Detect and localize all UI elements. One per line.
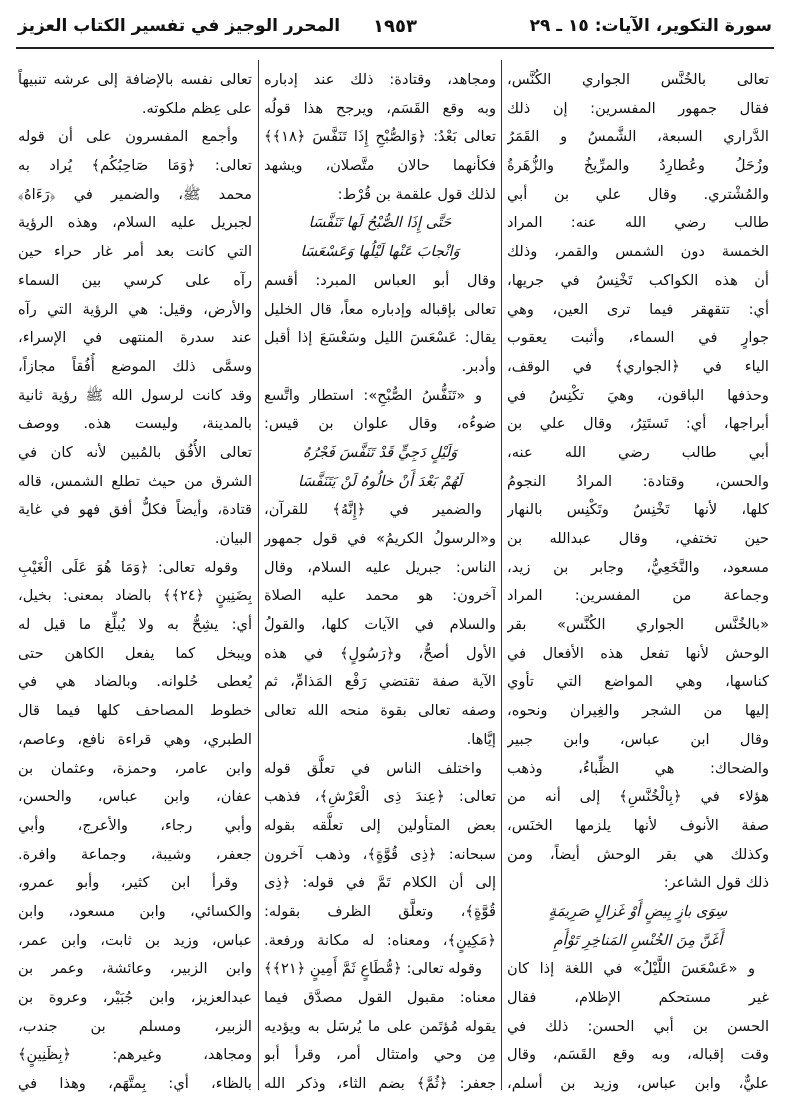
text-line: الحسن بن أبي الحسن: ذلك في	[507, 1017, 769, 1035]
book-title: المحرر الوجيز في تفسير الكتاب العزيز	[18, 16, 341, 36]
verse-line: لَهُمْ بَعْدَ أَنْ خالُوهُ لَنْ يَتَنَفَّسَا	[298, 472, 462, 490]
text-line: والحسن، وقتادة: المرادُ النجومُ	[507, 472, 769, 490]
text-line: خطوط المصاحف كلها فيما قال	[18, 702, 252, 720]
header-rule	[16, 47, 774, 49]
text-line: محمد ﷺ، والضمير في ﴿رَءَاهُ﴾	[18, 185, 252, 203]
text-line: معناه: مقبول القول مصدَّق فيما	[264, 989, 496, 1006]
text-line: صفة الأنوف لأنها يلزمها الخنَس،	[507, 816, 769, 834]
text-line: والضمير في ﴿إِنَّهُ﴾ للقرآن،	[264, 501, 482, 519]
text-line: إيَّاها.	[466, 730, 496, 748]
text-line: لذلك قول علقمة بن قُرْط:	[337, 185, 496, 203]
text-line: قتادة، وأيضاً فكلُّ أفق فهو في غاية	[18, 501, 252, 519]
text-column-left	[18, 66, 252, 1099]
text-line: الزبير، ومسلم بن جندب،	[18, 1017, 252, 1035]
text-line: «بالخُنَّس الجواري الكُنَّس» بقر	[507, 616, 769, 634]
text-line: وأدبر.	[461, 357, 496, 375]
text-line: وأجمع المفسرون على أن قوله	[18, 128, 238, 146]
text-line: وقال أبو العباس المبرد: أقسم	[264, 271, 496, 289]
text-line: إليها من الشجر والغِيران ونحوه،	[507, 702, 769, 720]
text-line: الياء في ﴿الجواري﴾ في الوقف،	[507, 357, 769, 375]
text-line: على عِظم ملكوته.	[141, 99, 252, 117]
text-line: ذلك قول الشاعر:	[663, 874, 769, 892]
text-line: و «تَنَفُّسُ الصُّبْحِ»: استطار واتَّسع	[264, 386, 482, 404]
text-line: وابن الزبير، وعائشة، وعمر بن	[18, 960, 252, 978]
text-line: تعالى بإقباله وإدباره معاً، قال الخليل	[264, 300, 496, 318]
text-line: جوارٍ في السماء، وأثبت يعقوب	[507, 329, 769, 347]
text-line: يقوله مُؤتَمن على ما يُرسَل به ويؤديه	[264, 1017, 496, 1035]
text-line: فكأنهما حالان متَّصلان، ويشهد	[264, 157, 496, 175]
text-line: عفان، وابن عباس، والحسن،	[18, 788, 252, 806]
text-line: إلى أن الكلام تَمَّ في قوله: ﴿ذِى	[264, 874, 496, 892]
column-divider	[258, 60, 259, 1090]
text-line: وقرأ ابن كثير، وأبو عمرو،	[18, 874, 238, 892]
text-line: سبحانه: ﴿ذِى قُوَّةٍ﴾، وذهب آخرون	[264, 845, 496, 863]
text-line: تعالى الأُفُق بالمُبين لأنه كان في	[18, 443, 252, 461]
text-line: يقال: عَسْعَسَ الليل وسَعْسَعَ إذا أقبل	[264, 329, 496, 347]
text-line: أي: تتقهقر فيما ترى العين، وهي	[507, 300, 769, 318]
text-line: أن هذه الكواكب تَخْنِسُ في جريها،	[507, 271, 769, 289]
text-line: وبه وقع القَسَم، ويرجح هذا قولُه	[264, 99, 496, 117]
text-line: و«الرسولُ الكريمُ» في قول جمهور	[264, 530, 496, 547]
surah-range: سورة التكوير، الآيات: ١٥ ـ ٢٩	[529, 16, 772, 36]
text-line: ومجاهد، وقتادة: ذلك عند إدباره	[264, 71, 496, 88]
text-line: الأول أصحُّ، و﴿رَسُولٍ﴾ في هذه	[264, 644, 496, 662]
text-line: الآية صفة تقتضي رَفْع المَذامِّ، ثم	[264, 673, 496, 691]
text-line: وقد كانت لرسول الله ﷺ رؤية ثانية	[18, 386, 252, 404]
text-line: وزُحَلُ وعُطارِدُ والمرِّيخُ والزُّهَرةُ	[507, 157, 769, 175]
text-line: وسمَّى ذلك الموضع أُفُقاً مجازاً،	[18, 357, 252, 375]
text-line: كلها، لأنها تَخْنِسُ وتَكْنِس بالنهار	[507, 501, 769, 519]
text-line: الشرق من حيث تطلع الشمس، قاله	[18, 472, 252, 490]
text-line: مِن وحي وامتثال أمر، وقرأ أبو	[264, 1046, 496, 1064]
text-line: أي: يشِحُّ به ولا يُبلِّغ ما قيل له	[18, 616, 252, 634]
text-line: وكذلك هي بقر الوحش أيضاً، ومن	[507, 845, 769, 863]
text-line: جعفر: ﴿ثُمَّ﴾ بضم الثاء، وذكر الله	[264, 1075, 496, 1093]
text-line: ويبخل كما يفعل الكاهن حتى	[18, 644, 252, 662]
text-column-middle	[264, 66, 496, 1099]
text-line: بِضَنِينٍ ﴿٢٤﴾﴾ بالضاد بمعنى: بخيل،	[18, 587, 252, 605]
text-line: بالمدينة، وليست هذه. ووصف	[18, 415, 252, 433]
text-line: تعالى: ﴿وَمَا صَاحِبُكُم﴾ يُراد به	[18, 157, 252, 175]
text-line: قُوَّةٍ﴾، وتعلَّق الظرف بقوله:	[264, 902, 496, 920]
text-line: ﴿مَكِينٍ﴾، ومعناه: له مكانة ورفعة.	[264, 931, 496, 949]
text-line: غير مستحكم الإظلام، فقال	[507, 989, 769, 1006]
verse-line: سِوَى بازٍ بِيضٍ أَوْ غَزالٍ صَرِيمَةٍ	[548, 902, 728, 920]
text-line: التي كانت بعد أمر غار حراء حين	[18, 243, 252, 261]
text-line: والكسائي، وابن مسعود، وابن	[18, 902, 252, 920]
running-header	[18, 12, 772, 44]
text-line: الوحش لأنها تفعل هذه الأفعال في	[507, 644, 769, 662]
text-line: وقت إقباله، وبه وقع القَسَم، وقال	[507, 1046, 769, 1064]
text-line: الخمسة دون الشمس والقمر، وذلك	[507, 243, 769, 261]
text-line: مسعود، والنَّخَعِيُّ، وجابر بن زيد،	[507, 558, 769, 576]
text-line: والضحاك: هي الظِّباءُ، وذهب	[507, 759, 769, 777]
text-line: يُعطى حُلوانه. وبالضاد هي في	[18, 673, 252, 691]
page-number: ١٩٥٣	[373, 16, 417, 37]
text-line: واختلف الناس في تعلُّق قوله	[264, 759, 482, 777]
text-line: أبي طالب رضي الله عنه،	[507, 443, 769, 461]
text-line: فقال جمهور المفسرين: إن ذلك	[507, 99, 769, 117]
text-line: الناس: جبريل عليه السلام، وقال	[264, 558, 496, 576]
text-line: تعالى بَعْدُ: ﴿وَالصُّبْحِ إِذَا تَنَفَّسَ ﴿١٨﴾﴾	[264, 128, 496, 146]
text-line: والسلام في الآيات كلها، والقولُ	[264, 616, 496, 634]
text-line: وأبي رجاء، والأعرج، وأبي	[18, 816, 252, 834]
text-line: تعالى: ﴿عِندَ ذِى الْعَرْشِ﴾، فذهب	[264, 788, 496, 806]
text-line: كناسها، وهي المواضع التي تأوي	[507, 673, 769, 691]
text-line: حين تختفي، وقال عبدالله بن	[507, 530, 769, 547]
text-line: والأرض، وقيل: هي الرؤية التي رآه	[18, 300, 252, 318]
text-line: أبراجها، أي: تَستَتِرُ، وقال علي بن	[507, 415, 769, 433]
text-line: عليٌّ، وابن عباس، وزيد بن أسلم،	[507, 1075, 769, 1093]
text-line: الطبري، وهي قراءة نافع، وعاصم،	[18, 730, 252, 748]
column-divider	[501, 60, 502, 1090]
text-column-right	[507, 66, 769, 1099]
text-line: و «عَسْعَسَ اللَّيْلُ» في اللغة إذا كان	[507, 960, 755, 978]
text-line: آخرون: هو محمد عليه الصلاة	[264, 587, 496, 605]
text-line: وابن عامر، وحمزة، وعثمان بن	[18, 759, 252, 777]
text-line: وقال ابن عباس، وابن جبير	[507, 730, 769, 748]
text-line: عند سدرة المنتهى في الإسراء،	[18, 329, 252, 347]
text-line: البيان.	[214, 530, 252, 547]
text-line: رآه على كرسي بين السماء	[18, 271, 252, 289]
text-line: بالظاء، أي: بِمتَّهَم، وهذا في	[18, 1075, 252, 1093]
text-line: ضوءُه، وقال علوان بن قيس:	[264, 415, 496, 433]
text-line: الدَّراري السبعة، الشَّمسُ و القَمَرُ	[507, 128, 769, 146]
text-line: جعفر، وشيبة، وجماعة وافرة.	[18, 845, 252, 863]
text-line: وصفه تعالى بقوة منحه الله تعالى	[264, 702, 496, 720]
verse-line: وَانْجابَ عَنْها لَيْلُها وَعَسْعَسَا	[300, 243, 460, 261]
text-line: عبدالعزيز، وابن جُبَيْر، وعروة بن	[18, 989, 252, 1006]
text-line: وجماعة من المفسرين: المراد	[507, 587, 769, 605]
text-line: لجبريل عليه السلام، وهذه الرؤية	[18, 214, 252, 232]
text-line: وقوله تعالى: ﴿وَمَا هُوَ عَلَى الْغَيْبِ	[18, 558, 238, 576]
verse-line: وَلَيْلٍ دَجِيٍّ قَدْ تَنَفَّسَ فَجْرُهُ	[302, 443, 458, 461]
text-line: وحذفها الباقون، وهيَ تكْنِسُ في	[507, 386, 769, 404]
text-line: ومجاهد، وغيرهم: ﴿بِظَنِينٍ﴾	[18, 1046, 252, 1064]
text-line: تعالى بالخُنَّس الجواري الكُنَّس،	[507, 71, 769, 88]
text-line: والمُشْتري. وقال علي بن أبي	[507, 185, 769, 203]
text-line: عباس، وزيد بن ثابت، وابن عمر،	[18, 931, 252, 949]
text-line: تعالى نفسه بالإضافة إلى عرشه تنبيهاً	[18, 71, 252, 88]
verse-line: أَغَنَّ مِنَ الخُنْسِ المَناخِرِ تَوْأَمِ	[553, 931, 723, 949]
text-line: طالب رضي الله عنه: المراد	[507, 214, 769, 232]
verse-line: حَتَّى إِذَا الصُّبْحُ لَها تَنَفَّسَا	[308, 214, 452, 232]
text-line: بعض المتأولين إلى تعلُّقه بقوله	[264, 816, 496, 834]
text-line: هؤلاء في ﴿بِالْخُنَّسِ﴾ إلى أنه من	[507, 788, 769, 806]
text-line: وقوله تعالى: ﴿مُّطَاعٍ ثَمَّ أَمِينٍ ﴿٢١﴾﴾	[264, 960, 482, 978]
